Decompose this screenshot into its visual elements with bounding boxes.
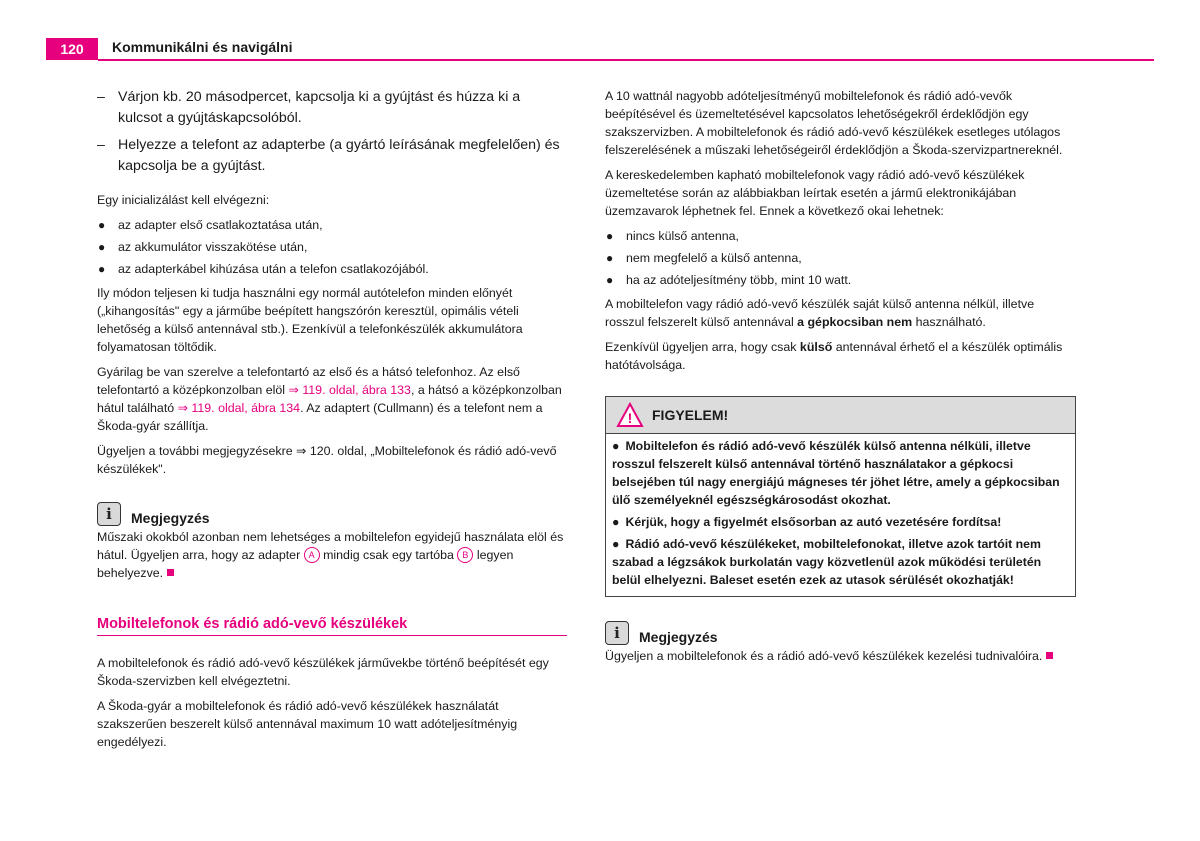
- paragraph: Ügyeljen a további megjegyzésekre ⇒ 120. oldal, „Mobiltelefonok és rádió adó-vevő készülékek".: [97, 444, 557, 476]
- bullet-icon: ●: [612, 515, 620, 529]
- info-icon: i: [605, 621, 629, 645]
- list-item: [605, 271, 1076, 289]
- paragraph: [605, 338, 1076, 374]
- page-header: [46, 38, 1154, 62]
- bullet-icon: ●: [98, 240, 106, 254]
- list-item-text: az adapterkábel kihúzása után a telefon csatlakozójából.: [118, 262, 429, 276]
- page-number: 120: [46, 38, 98, 60]
- bullet-icon: ●: [606, 251, 614, 265]
- bullet-icon: ●: [612, 537, 620, 551]
- warning-box: [605, 396, 1076, 597]
- note-text-part: Ügyeljen a mobiltelefonok és a rádió adó-vevő készülékek kezelési tudnivalóira.: [605, 649, 1043, 663]
- warning-item-text: Mobiltelefon és rádió adó-vevő készülék külső antenna nélküli, illetve rosszul felszerelt külső antennával történő használatakor a gépkocsi belsejében túl nagy energiájú mágneses tér jöhet létre, amely a gépkocsiban ülő személyeknél egészségkárosodást okozhat.: [612, 439, 1060, 507]
- cross-reference-link[interactable]: ⇒ 119. oldal, ábra 133: [288, 383, 411, 397]
- list-item-text: az adapter első csatlakoztatása után,: [118, 218, 323, 232]
- warning-item: [612, 535, 1069, 589]
- warning-item: [612, 513, 1069, 531]
- note-text-part: legyen behelyezve.: [97, 548, 514, 580]
- bold-text: a gépkocsiban nem: [797, 315, 913, 329]
- warning-triangle-icon: [616, 402, 644, 428]
- end-square-icon: [167, 569, 174, 576]
- info-icon: i: [97, 502, 121, 526]
- note-text: [97, 528, 567, 582]
- warning-mark: !: [627, 410, 633, 426]
- section-title: Mobiltelefonok és rádió adó-vevő készülékek: [97, 615, 567, 636]
- paragraph: A Škoda-gyár a mobiltelefonok és rádió adó-vevő készülékek használatát szakszerűen beszerelt külső antennával maximum 10 watt adóteljesítményig engedélyezi.: [97, 699, 518, 749]
- paragraph: [605, 295, 1076, 331]
- paragraph-text: Gyárilag be van szerelve a telefontartó az első és a hátsó telefonhoz. Az első telefontartó a középkonzolban elöl: [97, 365, 520, 397]
- note-title: Megjegyzés: [639, 629, 718, 645]
- warning-item: [612, 437, 1069, 509]
- paragraph: A mobiltelefonok és rádió adó-vevő készülékek járművekbe történő beépítését egy Škoda-szervizben kell elvégeztetni.: [97, 656, 549, 688]
- step-text: Helyezze a telefont az adapterbe (a gyártó leírásának megfelelően) és kapcsolja be a gyújtást.: [118, 137, 560, 174]
- init-intro: Egy inicializálást kell elvégezni:: [97, 193, 270, 207]
- list-item-text: nincs külső antenna,: [626, 229, 739, 243]
- cross-reference-link[interactable]: ⇒ 119. oldal, ábra 134: [177, 401, 301, 415]
- step-text: Várjon kb. 20 másodpercet, kapcsolja ki a gyújtást és húzza ki a kulcsot a gyújtáskapcsolóból.: [118, 89, 521, 126]
- paragraph-text: használható.: [912, 315, 986, 329]
- bullet-icon: ●: [606, 273, 614, 287]
- paragraph: [97, 363, 567, 435]
- note-title: Megjegyzés: [131, 510, 210, 526]
- list-item: [605, 227, 1076, 245]
- warning-title: FIGYELEM!: [652, 407, 729, 423]
- note-text-part: Műszaki okokból azonban nem lehetséges a mobiltelefon egyidejű használata elöl és hátul. Ügyeljen arra, hogy az adapter: [97, 530, 564, 562]
- paragraph-text: Ezenkívül ügyeljen arra, hogy csak: [605, 340, 800, 354]
- causes-list: [605, 227, 1076, 289]
- warning-item-text: Kérjük, hogy a figyelmét elsősorban az autó vezetésére fordítsa!: [625, 515, 1002, 529]
- list-item-text: nem megfelelő a külső antenna,: [626, 251, 802, 265]
- paragraph-text: antennával érhető el a készülék optimális hatótávolsága.: [605, 340, 1063, 372]
- end-square-icon: [1046, 652, 1053, 659]
- list-item-text: az akkumulátor visszakötése után,: [118, 240, 308, 254]
- paragraph: A kereskedelemben kapható mobiltelefonok vagy rádió adó-vevő készülékek üzemeltetése során az alábbiakban leírtak esetén a jármű elektronikájában üzemzavarok léphetnek fel. Ennek a következő okai lehetnek:: [605, 168, 1025, 218]
- note-text: [605, 647, 1076, 665]
- header-rule: [98, 59, 1154, 61]
- bullet-icon: ●: [98, 262, 106, 276]
- list-item: [97, 216, 567, 234]
- left-column: [97, 87, 567, 758]
- init-list: [97, 216, 567, 278]
- paragraph-text: . Az adaptert (Cullmann) és a telefont nem a Škoda-gyár szállítja.: [97, 401, 543, 433]
- chapter-title: Kommunikálni és navigálni: [112, 39, 293, 55]
- warning-item-text: Rádió adó-vevő készülékeket, mobiltelefonokat, illetve azok tartóit nem szabad a légzsákok burkolatán vagy közvetlenül azok működési területén belül elhelyezni. Baleset esetén ezek az utasok sérülését okozhatják!: [612, 537, 1042, 587]
- warning-header: [606, 397, 1075, 434]
- bold-text: külső: [799, 340, 833, 354]
- dash-marker: –: [97, 89, 105, 105]
- list-item-text: ha az adóteljesítmény több, mint 10 watt.: [626, 273, 852, 287]
- paragraph: A 10 wattnál nagyobb adóteljesítményű mobiltelefonok és rádió adó-vevők beépítésével és üzemeltetésével kapcsolatos lehetőségekről érdeklődjön egy szakszervizben. A mobiltelefonok és rádió adó-vevő készülékek esetleges utólagos felszerelésének a műszaki lehetőségeiről érdeklődjön a Škoda-szervizpartnereknél.: [605, 89, 1063, 157]
- label-b-badge: B: [457, 547, 473, 563]
- right-column: [605, 87, 1076, 672]
- paragraph: Ily módon teljesen ki tudja használni egy normál autótelefon minden előnyét („kihangosítás" egy a járműbe beépített hangszórón keresztül, opimális vételi lehetőség a külső antennával stb.). Ezenkívül a telefonkészülék akkumulátora folyamatosan töltődik.: [97, 286, 523, 354]
- step-item: [97, 87, 567, 129]
- dash-marker: –: [97, 137, 105, 153]
- bullet-icon: ●: [98, 218, 106, 232]
- note-text-part: mindig csak egy tartóba: [319, 548, 458, 562]
- bullet-icon: ●: [606, 229, 614, 243]
- paragraph-text: A mobiltelefon vagy rádió adó-vevő készülék saját külső antenna nélkül, illetve rosszul felszerelt külső antennával: [605, 297, 1035, 329]
- warning-body: [606, 434, 1075, 596]
- list-item: [605, 249, 1076, 267]
- paragraph-text: , a hátsó a középkonzolban hátul található: [97, 383, 562, 415]
- note-header: [97, 502, 567, 526]
- label-a-badge: A: [304, 547, 320, 563]
- bullet-icon: ●: [612, 439, 620, 453]
- list-item: [97, 260, 567, 278]
- step-item: [97, 135, 567, 177]
- note-header: [605, 621, 1076, 645]
- list-item: [97, 238, 567, 256]
